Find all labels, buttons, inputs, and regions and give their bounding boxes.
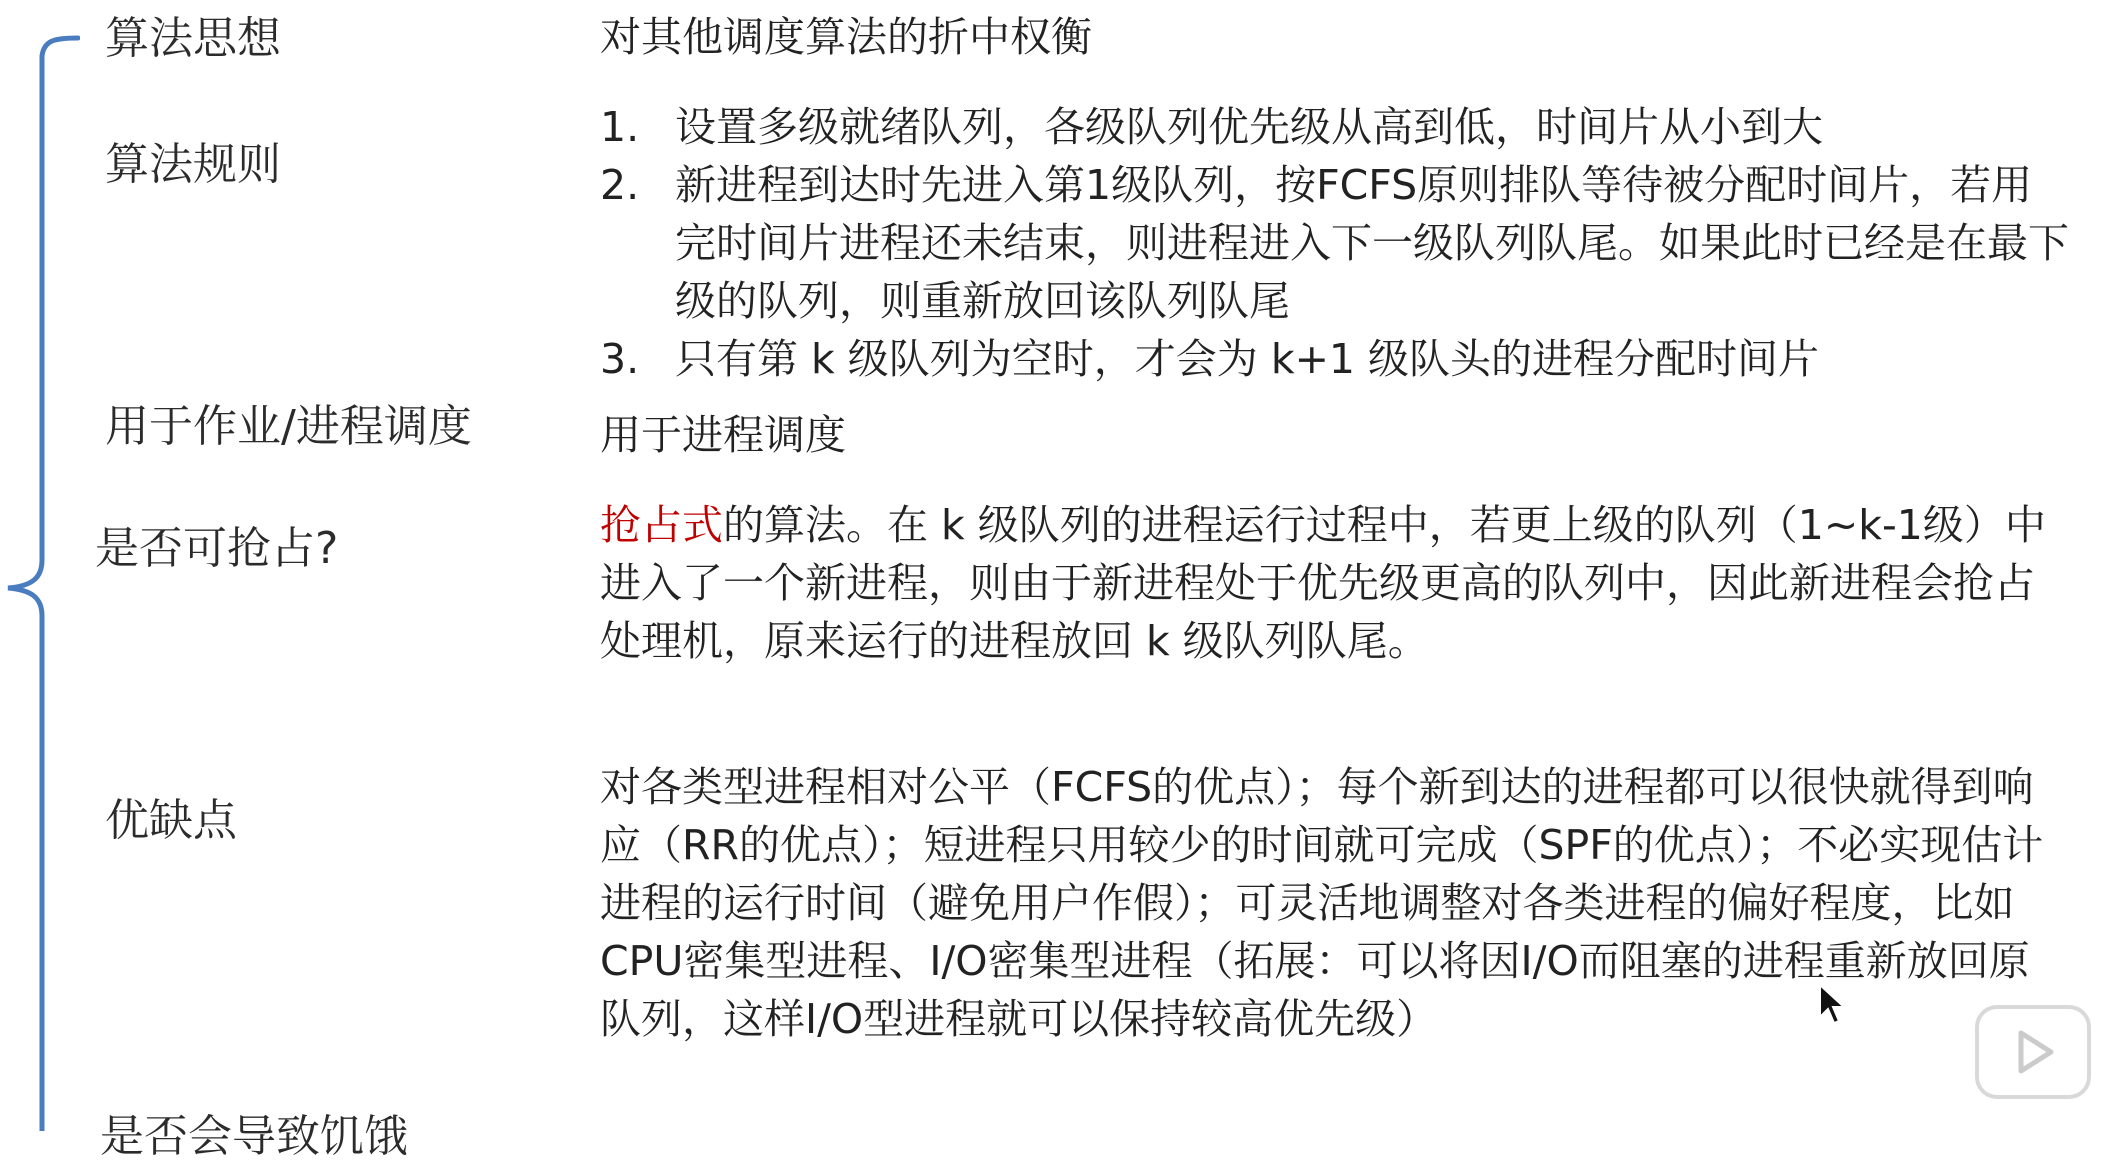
play-button[interactable] (1975, 1005, 2091, 1099)
rule-item (600, 330, 2070, 388)
play-icon (1979, 1009, 2087, 1095)
rules-list (600, 98, 2070, 388)
rule-item (600, 156, 2070, 330)
text-idea: 对其他调度算法的折中权衡 (600, 13, 1092, 61)
text-pros-cons: 对各类型进程相对公平（FCFS的优点）；每个新到达的进程都可以很快就得到响应（RR的优点）；短进程只用较少的时间就可完成（SPF的优点）；不必实现估计进程的运行时间（避免用户作假）；可灵活地调整对各类进程的偏好程度，比如CPU密集型进程、I/O密集型进程（拓展：可以将因I/O而阻塞的进程重新放回原队列，这样I/O型进程就可以保持较高优先级） (600, 763, 2044, 1043)
rule-text: 新进程到达时先进入第1级队列，按FCFS原则排队等待被分配时间片，若用完时间片进程还未结束，则进程进入下一级队列队尾。如果此时已经是在最下级的队列，则重新放回该队列队尾 (675, 161, 2069, 325)
label-pros-cons: 优缺点 (105, 795, 237, 846)
rule-number: 1. (600, 103, 640, 151)
rules-block (600, 98, 2070, 388)
rule-text: 只有第 k 级队列为空时，才会为 k+1 级队头的进程分配时间片 (675, 335, 1820, 383)
rule-number: 2. (600, 161, 640, 209)
mouse-cursor-icon (1818, 983, 1848, 1027)
text-preempt (600, 496, 2070, 670)
label-idea: 算法思想 (105, 13, 281, 64)
label-rules: 算法规则 (105, 139, 281, 190)
rule-number: 3. (600, 335, 640, 383)
preempt-highlight: 抢占式 (600, 501, 723, 549)
preempt-text: 的算法。在 k 级队列的进程运行过程中，若更上级的队列（1~k-1级）中进入了一个新进程，则由于新进程处于优先级更高的队列中，因此新进程会抢占处理机，原来运行的进程放回 k 级队列队尾。 (600, 501, 2046, 665)
text-usage: 用于进程调度 (600, 411, 846, 459)
rule-text: 设置多级就绪队列，各级队列优先级从高到低，时间片从小到大 (675, 103, 1823, 151)
label-starvation: 是否会导致饥饿 (100, 1111, 408, 1162)
label-preempt: 是否可抢占? (95, 523, 339, 574)
rule-item (600, 98, 2070, 156)
left-brace (0, 0, 80, 1131)
label-usage: 用于作业/进程调度 (105, 401, 472, 452)
